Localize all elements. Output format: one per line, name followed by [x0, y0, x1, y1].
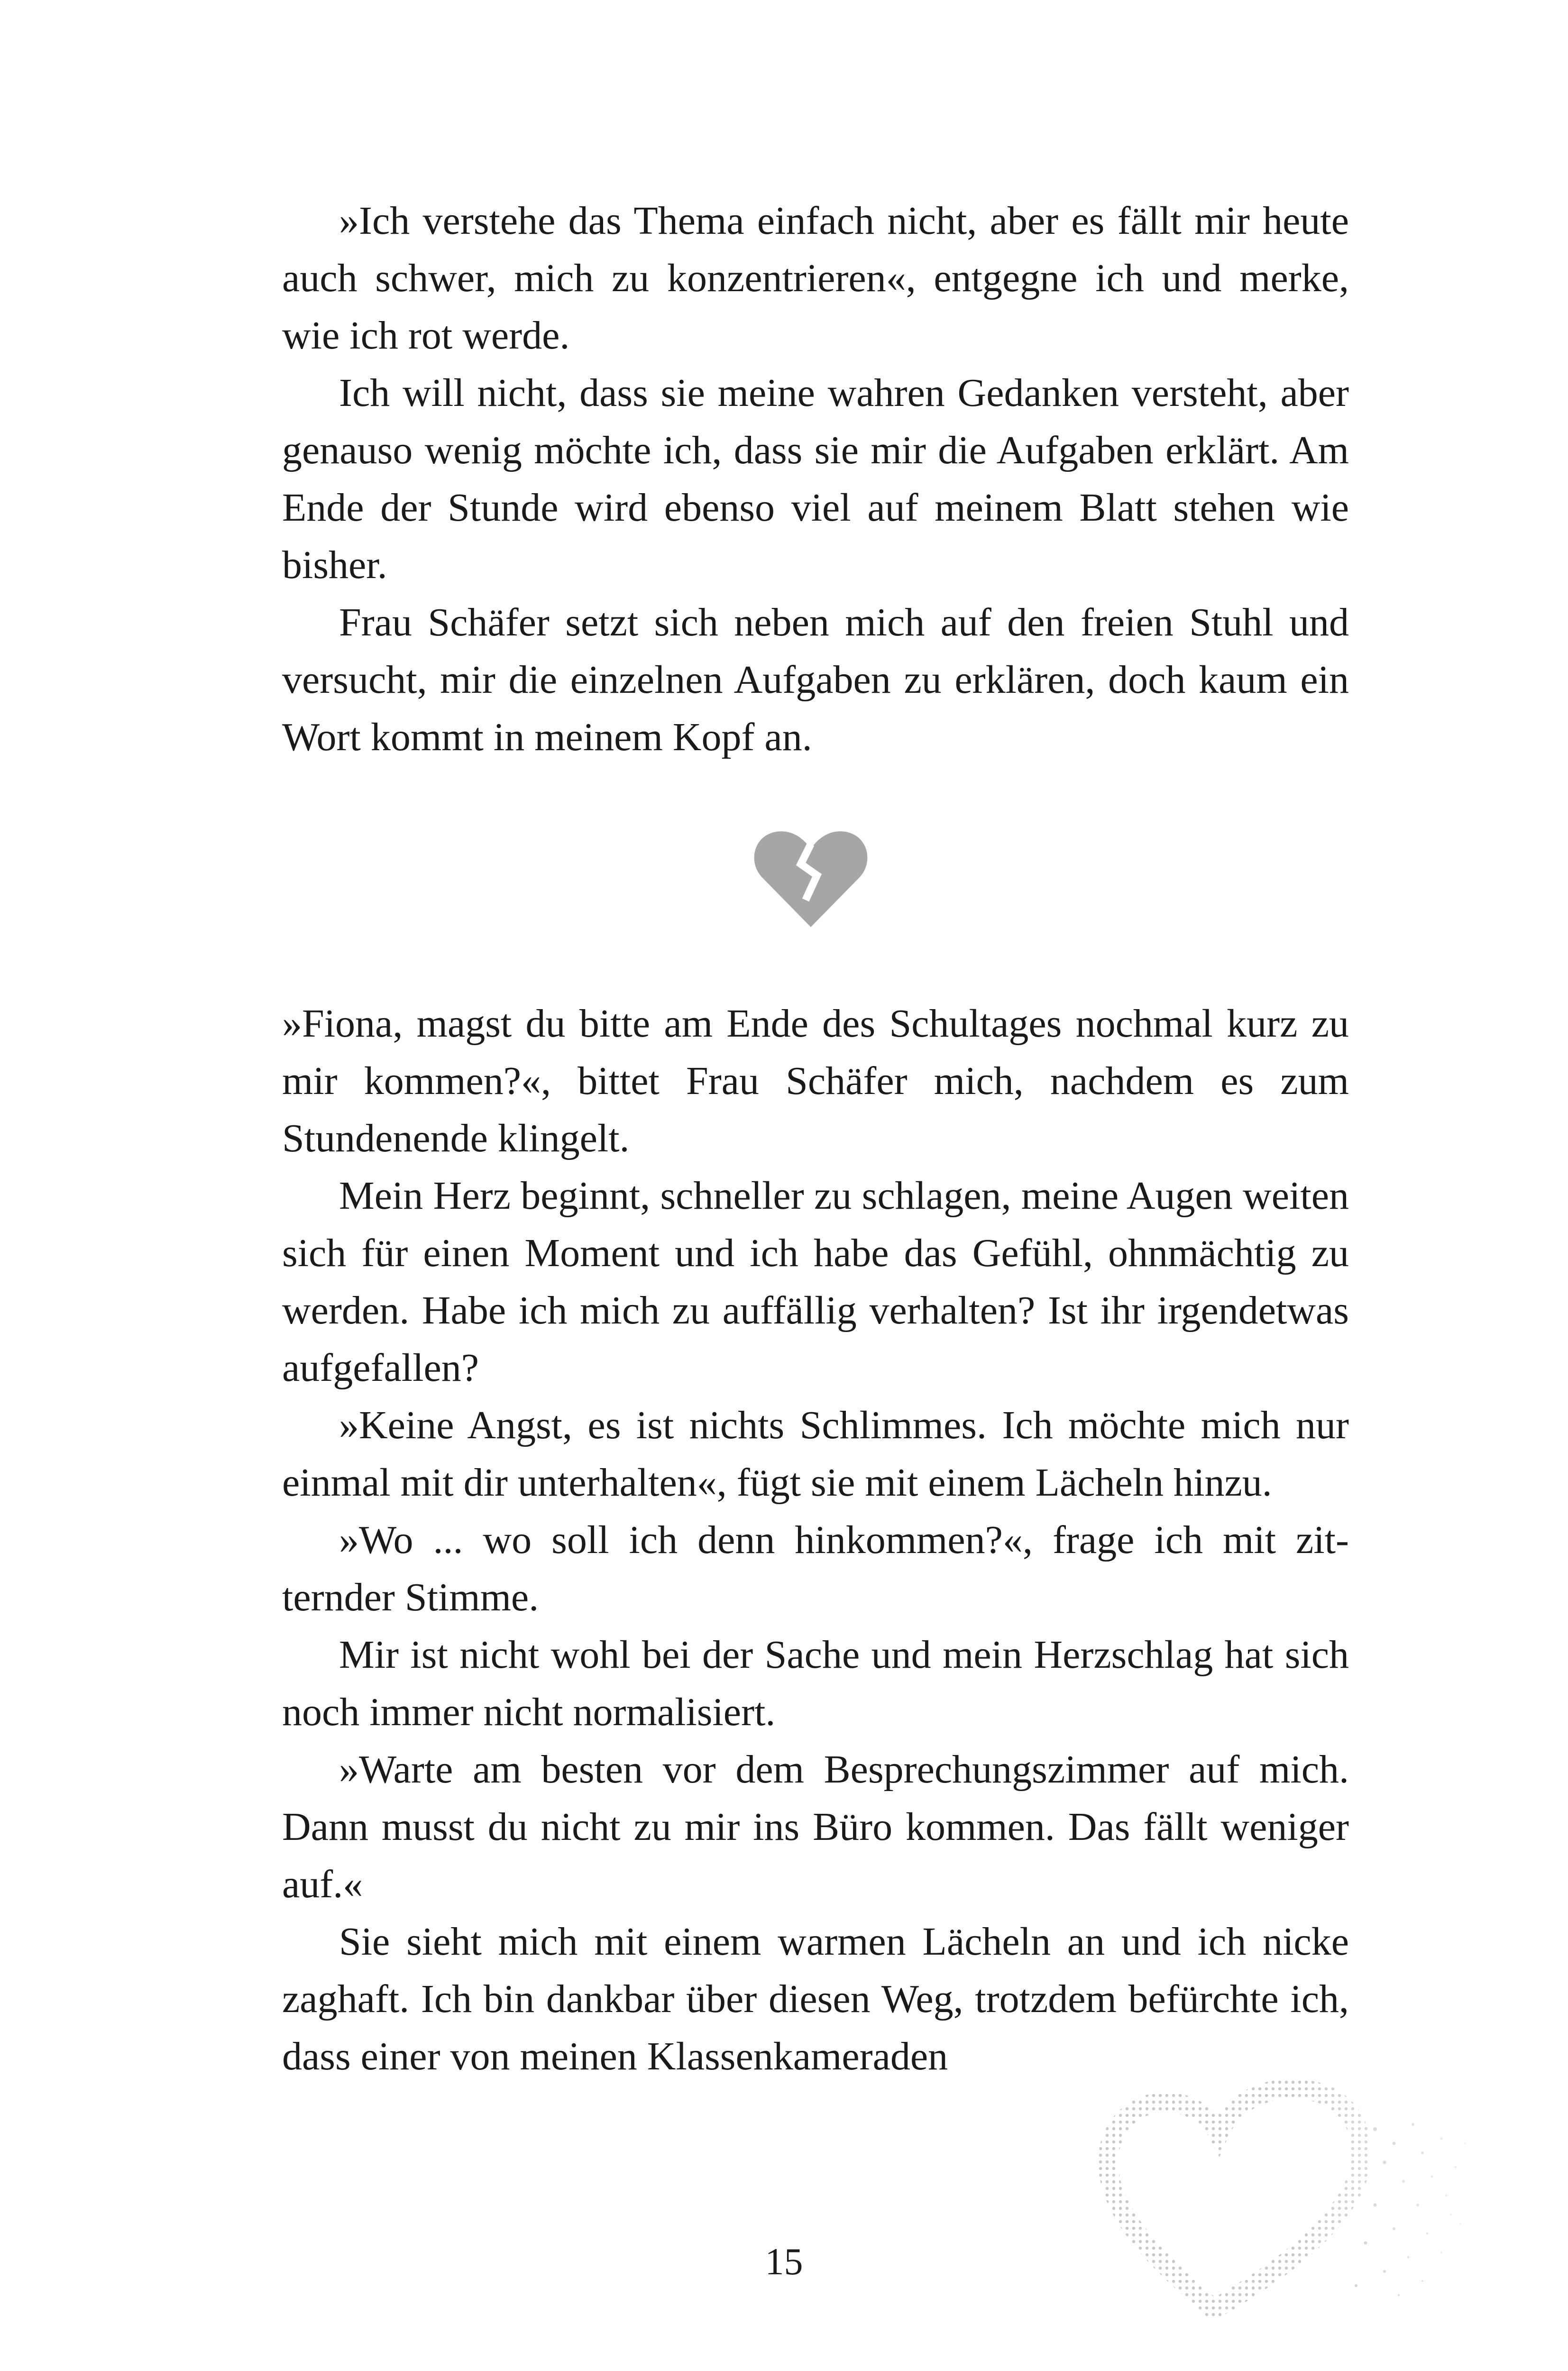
paragraph: »Wo ... wo soll ich denn hinkommen?«, frage ich mit zitternder Stimme.: [282, 1518, 1349, 1619]
text-section-2: [282, 995, 1349, 2085]
paragraph: »Fiona, magst du bitte am Ende des Schultages nochmal kurz zu mir kommen?«, bittet Frau Schäfer mich, nachdem es zum Stundenende klingelt.: [282, 1002, 1349, 1160]
paragraph: Mir ist nicht wohl bei der Sache und mein Herzschlag hat sich noch immer nicht normalisiert.: [282, 1633, 1349, 1734]
paragraph: »Keine Angst, es ist nichts Schlimmes. Ich möchte mich nur einmal mit dir unterhalten«, fügt sie mit einem Lächeln hinzu.: [282, 1403, 1349, 1505]
paragraph: Frau Schäfer setzt sich neben mich auf den freien Stuhl und versucht, mir die einzelnen Aufgaben zu erklären, doch kaum ein Wort kommt in meinem Kopf an.: [282, 600, 1349, 759]
broken-heart-icon: [752, 825, 870, 929]
paragraph: Sie sieht mich mit einem warmen Lächeln an und ich nicke zaghaft. Ich bin dankbar über diesen Weg, trotzdem befürchte ich, dass einer von meinen Klassenkameraden: [282, 1920, 1349, 2078]
paragraph: Mein Herz beginnt, schneller zu schlagen, meine Augen weiten sich für einen Moment und ich habe das Gefühl, ohnmächtig zu werden. Habe ich mich zu auffällig verhalten? Ist ihr irgendetwas aufgefallen?: [282, 1174, 1349, 1390]
page-number: 15: [765, 2241, 803, 2283]
paragraph: Ich will nicht, dass sie meine wahren Gedanken versteht, aber genauso wenig möchte ich, dass sie mir die Aufgaben erklärt. Am Ende der Stunde wird ebenso viel auf meinem Blatt stehen wie bisher.: [282, 371, 1349, 587]
text-section-1: [282, 192, 1349, 766]
paragraph: »Warte am besten vor dem Besprechungszimmer auf mich. Dann musst du nicht zu mir ins Büro kommen. Das fällt weniger auf.«: [282, 1747, 1349, 1906]
paragraph: »Ich verstehe das Thema einfach nicht, aber es fällt mir heute auch schwer, mich zu konzentrieren«, entgegne ich und merke, wie ich rot werde.: [282, 199, 1349, 358]
